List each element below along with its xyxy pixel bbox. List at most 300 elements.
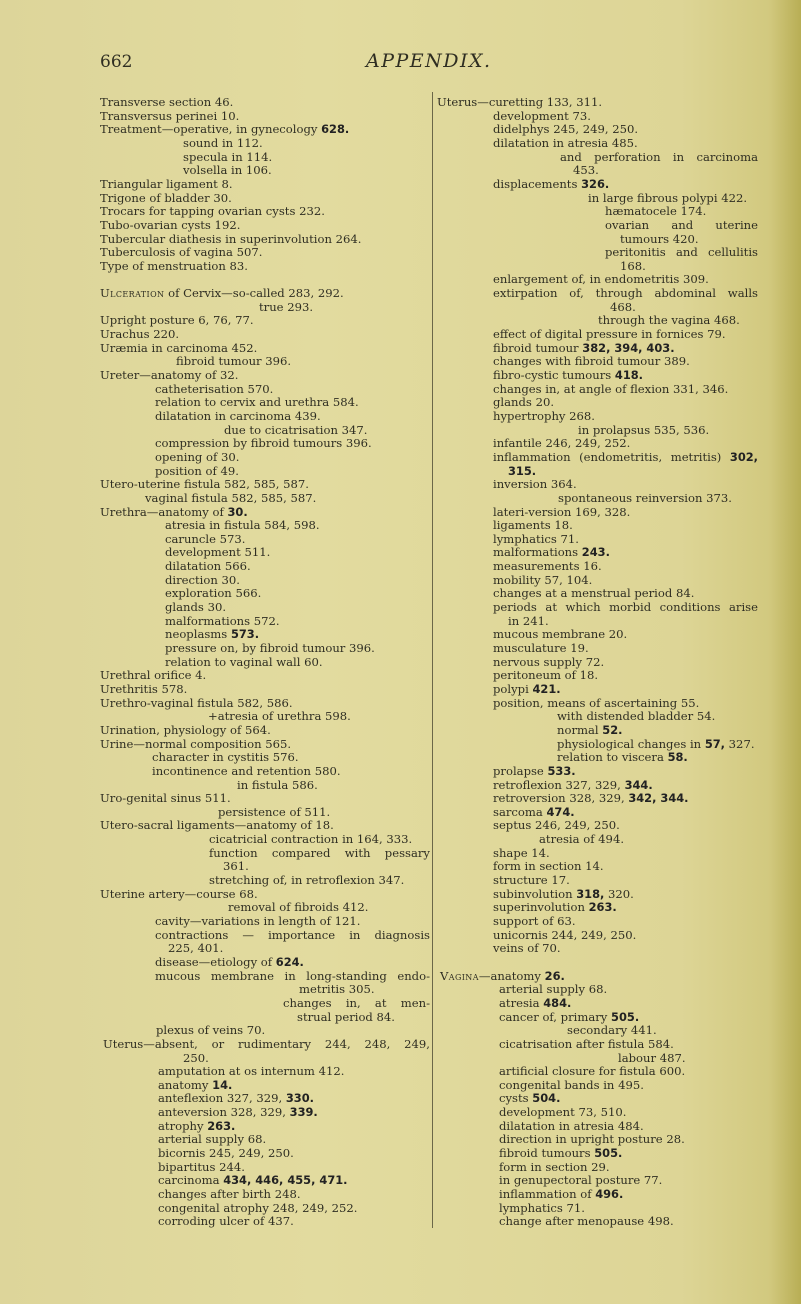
index-entry	[493, 765, 576, 779]
entry-text: fibroid tumour 396.	[176, 354, 292, 369]
entry-text: relation to viscera	[557, 750, 668, 765]
entry-text: changes after birth 248.	[158, 1187, 301, 1201]
index-entry	[573, 164, 599, 178]
entry-text: secondary 441.	[567, 1023, 657, 1038]
index-entry	[493, 587, 694, 601]
page-ref-bold: 418.	[614, 368, 643, 382]
page-ref-bold: 624.	[275, 954, 304, 969]
entry-text: Uterus—absent, or rudimentary 244, 248, 249,	[103, 1036, 430, 1051]
entry-text: dilatation in atresia 485.	[493, 135, 638, 150]
index-entry	[539, 833, 624, 847]
index-entry	[499, 983, 607, 997]
entry-text: Type of menstruation 83.	[100, 258, 248, 273]
index-entry	[493, 819, 620, 833]
index-entry	[165, 656, 323, 670]
entry-text: arterial supply 68.	[499, 982, 608, 997]
entry-text: polypi	[493, 681, 533, 696]
entry-text: displacements	[493, 176, 582, 191]
index-entry	[152, 751, 299, 765]
index-entry	[100, 110, 239, 124]
entry-text: with distended bladder 54.	[557, 709, 716, 724]
page-ref-bold: 573.	[230, 627, 260, 642]
entry-text: removal of fibroids 412.	[228, 900, 369, 915]
page-ref-bold: 339.	[289, 1105, 318, 1120]
entry-text: metritis 305.	[299, 982, 375, 997]
entry-text: fibroid tumours	[499, 1146, 595, 1161]
entry-text: tumours 420.	[620, 231, 699, 246]
entry-text: inversion 364.	[493, 477, 577, 492]
index-entry	[493, 669, 598, 683]
index-entry	[605, 246, 758, 260]
page-ref-bold: 505.	[594, 1146, 623, 1161]
entry-text: subinvolution	[493, 886, 577, 901]
entry-text: relation to cervix and urethra 584.	[155, 395, 359, 410]
index-entry	[100, 96, 233, 110]
entry-text: position of 49.	[155, 463, 239, 478]
index-entry	[165, 642, 375, 656]
index-entry	[499, 1202, 585, 1216]
entry-text: unicornis 244, 249, 250.	[493, 927, 637, 942]
index-entry	[299, 983, 375, 997]
index-entry	[158, 1215, 294, 1229]
entry-text: true 293.	[259, 299, 314, 314]
index-entry	[493, 574, 592, 588]
entry-text: Trocars for tapping ovarian cysts 232.	[100, 204, 325, 219]
entry-text: lymphatics 71.	[499, 1200, 585, 1215]
entry-text: disease—etiology of	[155, 954, 276, 969]
index-entry	[100, 342, 257, 356]
entry-text: exploration 566.	[165, 586, 262, 601]
entry-text: atrophy	[158, 1118, 208, 1133]
entry-text: in fistula 586.	[237, 777, 318, 792]
entry-text: mobility 57, 104.	[493, 572, 593, 587]
entry-text: Transverse section 46.	[100, 95, 234, 109]
index-entry	[499, 1133, 685, 1147]
index-entry	[605, 219, 758, 233]
index-entry	[155, 465, 239, 479]
page-ref-bold: 628.	[321, 122, 350, 137]
index-entry	[493, 519, 573, 533]
page-ref-bold: 26.	[544, 968, 565, 983]
index-entry	[165, 533, 245, 547]
index-entry	[493, 178, 609, 192]
entry-text: strual period 84.	[297, 1009, 395, 1024]
page-ref-bold: 57,	[704, 736, 725, 751]
entry-text: Urethra—anatomy of	[100, 504, 228, 519]
index-entry	[165, 601, 226, 615]
index-entry	[183, 151, 272, 165]
index-entry	[158, 1079, 232, 1093]
page-ref-bold: 342, 344.	[628, 791, 689, 806]
entry-text: changes in, at men-	[283, 995, 430, 1010]
index-entry	[156, 1024, 265, 1038]
entry-text: character in cystitis 576.	[152, 750, 299, 765]
entry-text: veins of 70.	[493, 941, 561, 956]
running-header-title: APPENDIX.	[366, 50, 492, 72]
page-ref-bold: 421.	[532, 681, 561, 696]
index-entry	[493, 942, 561, 956]
entry-text: Tuberculosis of vagina 507.	[100, 245, 263, 260]
index-entry	[499, 1215, 674, 1229]
index-entry	[158, 1188, 301, 1202]
entry-text: support of 63.	[493, 914, 576, 928]
index-entry	[620, 233, 699, 247]
index-entry	[508, 465, 536, 479]
entry-text: 168.	[620, 258, 646, 273]
entry-text: bipartitus 244.	[158, 1159, 245, 1174]
entry-text: of Cervix—so-called 283, 292.	[164, 286, 344, 301]
entry-text: malformations	[493, 545, 582, 560]
entry-text: Transversus perinei 10.	[100, 108, 240, 123]
index-entry	[100, 205, 325, 219]
entry-text: musculature 19.	[493, 641, 589, 655]
entry-text: dilatation 566.	[165, 559, 251, 574]
entry-text: cavity—variations in length of 121.	[155, 914, 361, 928]
index-entry	[558, 492, 732, 506]
page-ref-bold: 263.	[588, 900, 617, 915]
page-ref-bold: 496.	[595, 1187, 624, 1201]
entry-text: development 73.	[493, 108, 591, 123]
index-entry	[493, 560, 602, 574]
index-entry	[578, 424, 709, 438]
index-entry	[100, 260, 248, 274]
section-heading: Vagina	[440, 968, 479, 983]
entry-text: 327.	[725, 736, 755, 751]
entry-text: dilatation in atresia 484.	[499, 1118, 644, 1133]
index-entry	[158, 1120, 235, 1134]
entry-text: anteversion 328, 329,	[158, 1105, 290, 1120]
index-entry	[493, 792, 689, 806]
entry-text: septus 246, 249, 250.	[493, 818, 620, 833]
index-entry	[493, 383, 728, 397]
entry-text: shape 14.	[493, 845, 550, 860]
index-entry	[493, 355, 690, 369]
entry-text: in 241.	[508, 613, 549, 628]
index-entry	[499, 1174, 662, 1188]
entry-text: Uterine artery—course 68.	[100, 886, 258, 901]
entry-text: infantile 246, 249, 252.	[493, 436, 631, 451]
index-entry	[165, 587, 261, 601]
page-ref-bold: 58.	[667, 750, 688, 765]
entry-text: didelphys 245, 249, 250.	[493, 122, 639, 137]
entry-text: hypertrophy 268.	[493, 408, 595, 423]
index-entry	[605, 205, 706, 219]
entry-text: direction 30.	[165, 572, 240, 587]
index-entry	[493, 328, 726, 342]
index-entry	[557, 724, 622, 738]
entry-text: stretching of, in retroflexion 347.	[209, 873, 405, 888]
index-entry	[499, 1079, 644, 1093]
entry-text: structure 17.	[493, 873, 570, 888]
entry-text: Urethro-vaginal fistula 582, 586.	[100, 695, 293, 710]
entry-text: retroversion 328, 329,	[493, 791, 629, 806]
entry-text: normal	[557, 722, 603, 737]
entry-text: catheterisation 570.	[155, 381, 274, 396]
index-entry	[158, 1202, 357, 1216]
index-entry	[493, 642, 589, 656]
entry-text: cicatrisation after fistula 584.	[499, 1036, 674, 1051]
index-entry	[499, 1147, 622, 1161]
entry-text: corroding ulcer of 437.	[158, 1214, 294, 1229]
index-entry	[209, 847, 430, 861]
page-ref-bold: 14.	[212, 1077, 233, 1092]
index-entry	[100, 219, 240, 233]
page-ref-bold: 263.	[207, 1118, 236, 1133]
index-entry	[237, 779, 318, 793]
index-entry	[155, 410, 321, 424]
index-entry	[158, 1174, 348, 1188]
index-entry	[100, 697, 293, 711]
entry-text: hæmatocele 174.	[605, 204, 707, 219]
entry-text: prolapse	[493, 763, 548, 778]
entry-text: ovarian and uterine	[605, 217, 758, 232]
entry-text: congenital atrophy 248, 249, 252.	[158, 1200, 358, 1215]
index-entry	[557, 710, 715, 724]
index-entry	[100, 369, 238, 383]
entry-text: ligaments 18.	[493, 518, 573, 533]
page-ref-bold: 52.	[602, 722, 623, 737]
entry-text: sarcoma	[493, 804, 547, 819]
entry-text: arterial supply 68.	[158, 1132, 267, 1147]
index-entry	[437, 96, 602, 110]
page-ref-bold: 315.	[508, 463, 537, 478]
entry-text: 225, 401.	[168, 941, 224, 956]
index-entry	[100, 478, 309, 492]
entry-text: atresia in fistula 584, 598.	[165, 518, 320, 533]
page-ref-bold: 382, 394, 403.	[582, 340, 675, 355]
entry-text: Uro-genital sinus 511.	[100, 791, 231, 806]
entry-text: 361.	[223, 859, 249, 874]
index-entry	[499, 1038, 674, 1052]
entry-text: Tubercular diathesis in superinvolution 264.	[100, 231, 362, 246]
index-entry	[499, 1188, 623, 1202]
entry-text: development 73, 510.	[499, 1105, 627, 1120]
index-entry	[493, 888, 634, 902]
entry-text: carcinoma	[158, 1173, 224, 1188]
index-entry	[499, 997, 571, 1011]
index-entry	[158, 1092, 314, 1106]
page-ref-bold: 505.	[611, 1009, 640, 1024]
entry-text: contractions — importance in diagnosis	[155, 927, 430, 942]
index-entry	[100, 123, 349, 137]
index-entry	[155, 956, 304, 970]
index-entry	[228, 901, 368, 915]
index-entry	[155, 970, 430, 984]
index-entry	[152, 765, 341, 779]
entry-text: development 511.	[165, 545, 271, 560]
page-ref-bold: 326.	[581, 176, 610, 191]
entry-text: 453.	[573, 163, 599, 178]
entry-text: Triangular ligament 8.	[100, 176, 233, 191]
index-entry	[493, 546, 610, 560]
entry-text: glands 20.	[493, 395, 555, 410]
entry-text: through the vagina 468.	[598, 313, 740, 328]
index-entry	[158, 1065, 344, 1079]
entry-text: opening of 30.	[155, 449, 240, 464]
index-entry	[209, 833, 412, 847]
index-entry	[100, 683, 187, 697]
index-entry	[493, 137, 638, 151]
entry-text: +atresia of urethra 598.	[208, 709, 351, 724]
index-entry	[493, 683, 561, 697]
index-entry	[493, 847, 550, 861]
entry-text: 320.	[604, 886, 634, 901]
entry-text: 468.	[610, 299, 636, 314]
page-number: 662	[100, 52, 133, 72]
index-entry	[158, 1147, 294, 1161]
index-entry	[297, 1011, 395, 1025]
index-entry	[183, 1052, 209, 1066]
index-entry	[493, 656, 604, 670]
index-entry	[283, 997, 430, 1011]
index-entry	[493, 874, 570, 888]
entry-text: and perforation in carcinoma	[560, 149, 758, 164]
index-entry	[100, 328, 179, 342]
index-entry	[493, 396, 554, 410]
index-entry	[103, 1038, 430, 1052]
entry-text: Ureter—anatomy of 32.	[100, 368, 239, 382]
entry-text: enlargement of, in endometritis 309.	[493, 272, 709, 287]
index-entry	[493, 628, 627, 642]
index-entry	[598, 314, 740, 328]
index-entry	[165, 574, 240, 588]
entry-text: Tubo-ovarian cysts 192.	[100, 217, 241, 232]
index-entry	[165, 560, 251, 574]
entry-text: Utero-uterine fistula 582, 585, 587.	[100, 477, 309, 492]
page-ref-bold: 434, 446, 455, 471.	[223, 1173, 348, 1188]
index-entry	[440, 970, 565, 984]
entry-text: mucous membrane in long-standing endo-	[155, 968, 430, 983]
index-entry	[493, 779, 653, 793]
entry-text: in large fibrous polypi 422.	[588, 190, 748, 205]
entry-text: due to cicatrisation 347.	[224, 422, 368, 437]
entry-text: specula in 114.	[183, 149, 273, 164]
index-entry	[155, 437, 372, 451]
entry-text: Uterus—curetting 133, 311.	[437, 95, 603, 109]
index-entry	[493, 929, 636, 943]
entry-text: caruncle 573.	[165, 531, 246, 546]
index-entry	[218, 806, 330, 820]
page-ref-bold: 344.	[624, 777, 653, 792]
page-ref-bold: 504.	[532, 1091, 561, 1106]
index-entry	[165, 628, 259, 642]
page-ref-bold: 533.	[547, 763, 576, 778]
index-entry	[259, 301, 313, 315]
index-entry	[155, 451, 239, 465]
entry-text: changes with fibroid tumour 389.	[493, 354, 690, 369]
index-entry	[158, 1161, 245, 1175]
entry-text: peritoneum of 18.	[493, 668, 599, 683]
entry-text: change after menopause 498.	[499, 1214, 674, 1229]
index-entry	[493, 410, 595, 424]
index-entry	[493, 601, 758, 615]
entry-text: dilatation in carcinoma 439.	[155, 408, 321, 423]
entry-text: cysts	[499, 1091, 533, 1106]
entry-text: changes at a menstrual period 84.	[493, 586, 695, 601]
entry-text: extirpation of, through abdominal walls	[493, 286, 758, 301]
index-entry	[100, 314, 254, 328]
entry-text: persistence of 511.	[218, 804, 331, 819]
index-entry	[493, 110, 591, 124]
index-entry	[100, 819, 334, 833]
entry-text: physiological changes in	[557, 736, 705, 751]
entry-text: anatomy	[158, 1077, 213, 1092]
entry-text: compression by fibroid tumours 396.	[155, 436, 372, 451]
entry-text: nervous supply 72.	[493, 654, 605, 669]
entry-text: amputation at os internum 412.	[158, 1064, 345, 1079]
index-entry	[567, 1024, 657, 1038]
entry-text: inflammation (endometritis, metritis)	[493, 449, 730, 464]
index-entry	[610, 301, 636, 315]
index-entry	[183, 164, 272, 178]
entry-text: 250.	[183, 1050, 209, 1065]
index-entry	[493, 533, 579, 547]
index-entry	[493, 123, 638, 137]
index-entry	[493, 451, 758, 465]
index-entry	[620, 260, 646, 274]
entry-text: lymphatics 71.	[493, 531, 579, 546]
index-entry	[499, 1161, 610, 1175]
index-entry	[165, 519, 320, 533]
index-entry	[100, 792, 231, 806]
index-entry	[100, 233, 361, 247]
entry-text: relation to vaginal wall 60.	[165, 654, 323, 669]
index-entry	[493, 860, 604, 874]
entry-text: Urachus 220.	[100, 327, 180, 342]
index-entry	[499, 1092, 560, 1106]
index-entry	[100, 724, 271, 738]
entry-text: position, means of ascertaining 55.	[493, 695, 700, 710]
index-entry	[100, 178, 233, 192]
entry-text: artificial closure for fistula 600.	[499, 1064, 686, 1079]
page-ref-bold: 243.	[581, 545, 610, 560]
entry-text: malformations 572.	[165, 613, 280, 628]
page-ref-bold: 30.	[227, 504, 248, 519]
entry-text: congenital bands in 495.	[499, 1077, 644, 1092]
entry-text: fibroid tumour	[493, 340, 583, 355]
entry-text: pressure on, by fibroid tumour 396.	[165, 641, 375, 655]
index-entry	[508, 615, 549, 629]
entry-text: in prolapsus 535, 536.	[578, 422, 710, 437]
index-entry	[223, 860, 249, 874]
index-entry	[155, 929, 430, 943]
index-entry	[100, 246, 262, 260]
entry-text: spontaneous reinversion 373.	[558, 490, 732, 505]
entry-text: effect of digital pressure in fornices 79.	[493, 327, 726, 342]
entry-text: anteflexion 327, 329,	[158, 1091, 286, 1106]
index-entry	[100, 669, 206, 683]
entry-text: direction in upright posture 28.	[499, 1132, 685, 1147]
entry-text: inflammation of	[499, 1187, 596, 1201]
index-entry	[209, 874, 404, 888]
column-divider	[432, 92, 433, 1228]
entry-text: periods at which morbid conditions arise	[493, 600, 758, 615]
entry-text: Treatment—operative, in gynecology	[100, 122, 322, 137]
index-entry	[165, 546, 270, 560]
index-entry	[493, 478, 577, 492]
index-entry	[100, 506, 248, 520]
index-entry	[499, 1011, 639, 1025]
entry-text: sound in 112.	[183, 135, 263, 150]
entry-text: Urethritis 578.	[100, 681, 188, 696]
index-entry	[168, 942, 223, 956]
entry-text: atresia of 494.	[539, 832, 625, 847]
entry-text: Urine—normal composition 565.	[100, 736, 292, 751]
page-ref-bold: 484.	[543, 995, 572, 1010]
index-entry	[499, 1106, 626, 1120]
index-entry	[493, 806, 575, 820]
entry-text: neoplasms	[165, 627, 231, 642]
